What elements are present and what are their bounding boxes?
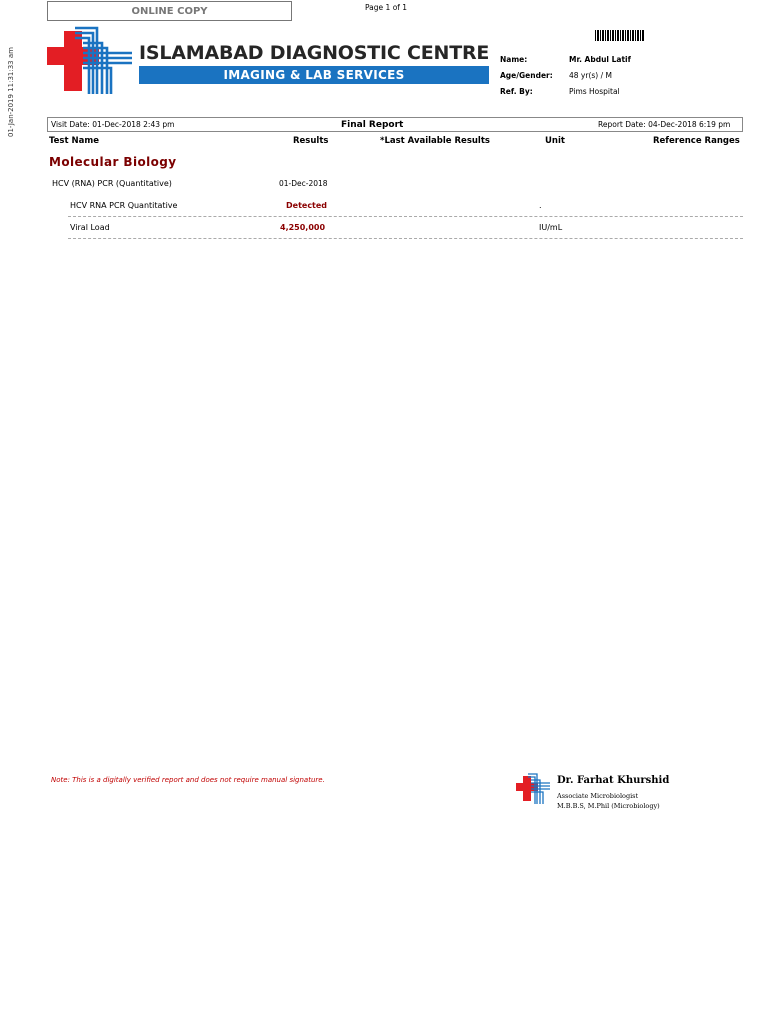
signature-logo-icon [516,773,550,805]
column-header-test-name: Test Name [49,136,99,146]
row-test-name: Viral Load [70,223,110,232]
lab-logo-icon [47,26,132,96]
barcode [595,30,645,41]
row-unit: . [539,201,542,210]
lab-name: ISLAMABAD DIAGNOSTIC CENTRE [139,42,490,64]
row-unit: IU/mL [539,223,563,232]
patient-age-label: Age/Gender: [500,71,553,80]
signatory-name: Dr. Farhat Khurshid [557,775,670,786]
column-header-unit: Unit [545,136,565,146]
print-timestamp: 01-Jan-2019 11:31:33 am [7,47,15,137]
row-result: 4,250,000 [280,223,326,232]
row-test-name: HCV RNA PCR Quantitative [70,201,178,210]
referred-by-label: Ref. By: [500,87,533,96]
patient-name: Mr. Abdul Latif [569,55,631,64]
column-header-last-results: *Last Available Results [380,136,490,146]
column-header-reference: Reference Ranges [653,136,740,146]
test-date: 01-Dec-2018 [279,179,328,188]
report-status: Final Report [341,120,404,130]
lab-tagline: IMAGING & LAB SERVICES [139,66,489,84]
patient-name-label: Name: [500,55,528,64]
signatory-role: Associate Microbiologist [557,792,639,800]
page-number: Page 1 of 1 [365,3,408,12]
table-row [68,217,743,239]
online-copy-box: ONLINE COPY [47,1,292,21]
referred-by: Pims Hospital [569,87,620,96]
patient-age: 48 yr(s) / M [569,71,612,80]
verification-note: Note: This is a digitally verified report and does not require manual signature. [51,776,325,784]
visit-date: Visit Date: 01-Dec-2018 2:43 pm [51,120,175,129]
test-name: HCV (RNA) PCR (Quantitative) [52,179,172,188]
column-header-results: Results [293,136,329,146]
section-title: Molecular Biology [49,155,177,169]
signatory-qualification: M.B.B.S, M.Phil (Microbiology) [557,802,660,810]
row-result: Detected [286,201,328,210]
table-row [68,195,743,217]
report-date: Report Date: 04-Dec-2018 6:19 pm [598,120,731,129]
